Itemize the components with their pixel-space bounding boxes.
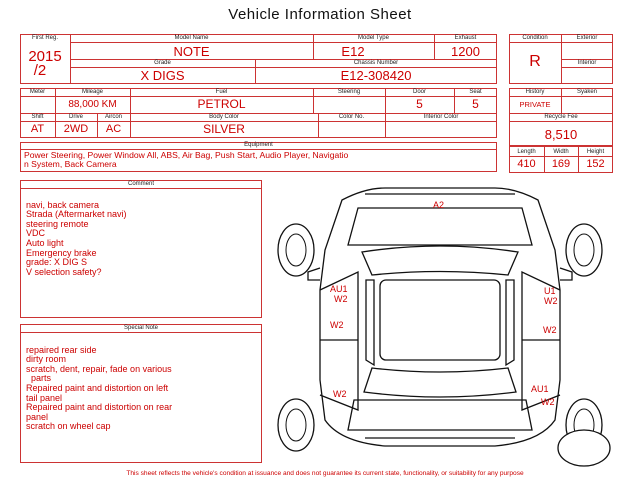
exhaust-value: 1200 <box>451 44 480 59</box>
drive-label: Drive <box>68 114 83 120</box>
model-name-label: Model Name <box>174 35 209 41</box>
special-note-line: parts <box>26 373 52 384</box>
special-note-label: Special Note <box>123 325 159 331</box>
grade-label: Grade <box>154 60 171 66</box>
length-label: Length <box>517 149 536 155</box>
rear-left-wheel <box>278 399 314 451</box>
front-left-wheel <box>278 224 314 276</box>
color-no-label: Color No. <box>338 114 365 120</box>
special-note-line: dirty room <box>26 354 67 365</box>
body-color-value: SILVER <box>203 122 245 136</box>
drive-value: 2WD <box>63 123 89 135</box>
damage-mark: W2 <box>330 320 344 330</box>
car-trunk <box>348 400 532 430</box>
car-rear-window <box>364 368 516 397</box>
aircon-label: Aircon <box>104 114 122 120</box>
seat-value: 5 <box>472 97 479 111</box>
car-windshield <box>362 246 518 275</box>
first-reg-year: 2015 <box>28 48 62 65</box>
fuel-value: PETROL <box>197 97 246 111</box>
comment-line: Strada (Aftermarket navi) <box>26 209 127 220</box>
interior-label: Interior <box>577 60 597 66</box>
damage-mark: W2 <box>544 296 558 306</box>
comment-line: Emergency brake <box>26 247 97 258</box>
shift-value: AT <box>30 123 45 135</box>
door-value: 5 <box>416 97 423 111</box>
fuel-label: Fuel <box>215 89 228 95</box>
height-label: Height <box>586 149 605 155</box>
equipment-line-2: n System, Back Camera <box>24 159 117 169</box>
car-left-windows <box>366 280 374 365</box>
special-note-line: panel <box>26 411 49 422</box>
condition-value: R <box>529 53 541 70</box>
comment-line: steering remote <box>26 218 89 229</box>
model-name-value: NOTE <box>173 44 210 59</box>
width-label: Width <box>553 149 569 155</box>
comment-line: grade: X DIG S <box>26 257 88 268</box>
damage-mark: AU1 <box>330 284 348 294</box>
comment-line: Auto light <box>26 237 64 248</box>
interior-color-label: Interior Color <box>423 114 459 120</box>
special-note-lines <box>26 336 172 442</box>
damage-mark: U1 <box>544 286 556 296</box>
equipment-label: Equipment <box>244 142 273 148</box>
special-note-line: tail panel <box>26 392 63 403</box>
meter-label: Meter <box>29 89 46 95</box>
damage-mark: A2 <box>433 200 445 210</box>
comment-line: V selection safety? <box>26 266 102 277</box>
car-hood <box>348 208 532 245</box>
steering-label: Steering <box>337 89 361 95</box>
disclaimer-footer: This sheet reflects the vehicle's condition at issuance and does not guarantee its current state, functionality, or suitability for any purpose <box>126 470 524 477</box>
comment-label: Comment <box>127 181 154 187</box>
spare-wheel-icon <box>556 428 612 468</box>
comment-line: VDC <box>26 228 46 239</box>
car-left-mirror <box>308 268 320 280</box>
front-right-wheel <box>566 224 602 276</box>
recycle-fee-label: Recycle Fee <box>544 114 578 120</box>
first-reg-month: /2 <box>33 62 47 79</box>
length-value: 410 <box>517 158 536 170</box>
shift-label: Shift <box>31 114 44 120</box>
first-reg-label: First Reg. <box>31 35 58 41</box>
car-right-windows <box>506 280 514 365</box>
comment-lines <box>26 191 127 287</box>
special-note-line: Repaired paint and distortion on left <box>26 382 169 393</box>
car-roof <box>380 280 500 360</box>
model-type-label: Model Type <box>358 35 389 41</box>
body-color-label: Body Color <box>209 114 239 120</box>
mileage-label: Mileage <box>81 89 103 95</box>
condition-label: Condition <box>522 35 548 41</box>
aircon-value: AC <box>105 123 122 135</box>
exhaust-label: Exhaust <box>454 35 477 41</box>
damage-mark: W2 <box>334 294 348 304</box>
special-note-line: repaired rear side <box>26 344 97 355</box>
grade-value: X DIGS <box>140 68 185 83</box>
damage-mark: W2 <box>541 397 555 407</box>
equipment-line-1: Power Steering, Power Window All, ABS, Air Bag, Push Start, Audio Player, Navigatio <box>24 150 349 160</box>
comment-line: navi, back camera <box>26 199 100 210</box>
damage-mark: W2 <box>333 389 347 399</box>
damage-mark: AU1 <box>531 384 549 394</box>
exterior-label: Exterior <box>576 35 598 41</box>
car-body-outline <box>320 188 560 446</box>
chassis-label: Chassis Number <box>353 60 399 66</box>
car-right-mirror <box>560 268 572 280</box>
special-note-line: scratch on wheel cap <box>26 421 111 432</box>
height-value: 152 <box>586 158 605 170</box>
history-label: History <box>525 89 545 95</box>
damage-mark: W2 <box>543 325 557 335</box>
car-diagram <box>270 180 610 465</box>
width-value: 169 <box>551 158 571 170</box>
chassis-value: E12-308420 <box>340 68 412 83</box>
special-note-line: Repaired paint and distortion on rear <box>26 402 173 413</box>
syaken-label: Syaken <box>576 89 597 95</box>
recycle-fee-value: 8,510 <box>544 127 578 142</box>
door-label: Door <box>412 89 426 95</box>
seat-label: Seat <box>469 89 482 95</box>
history-value: PRIVATE <box>519 100 551 109</box>
mileage-value: 88,000 KM <box>68 99 117 110</box>
sheet-title: Vehicle Information Sheet <box>228 6 412 23</box>
special-note-line: scratch, dent, repair, fade on various <box>26 363 172 374</box>
model-type-value: E12 <box>341 44 365 59</box>
